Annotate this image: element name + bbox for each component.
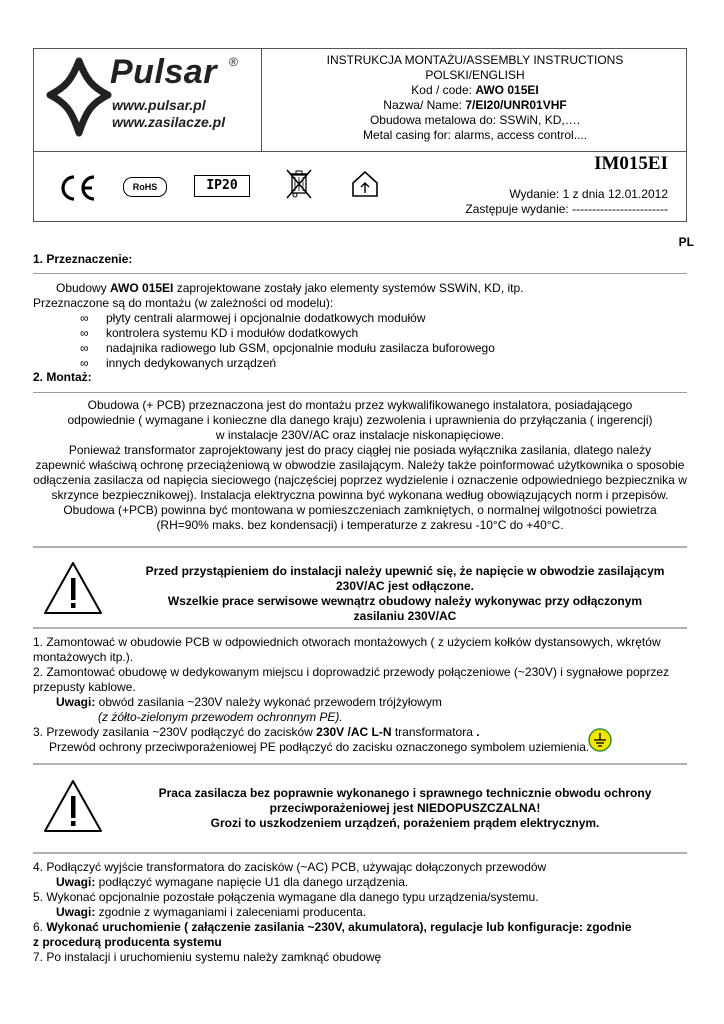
section-2-line: skrzynce bezpiecznikowej). Instalacja elektryczna powinna być wykonana według obowiązujących norm i przepisów. (51, 488, 669, 502)
list-item: ∞ nadajnika radiowego lub GSM, opcjonalnie modułu zasilacza buforowego (80, 341, 495, 355)
section-1-intro: Obudowy AWO 015EI zaprojektowane zostały jako elementy systemów SSWiN, KD, itp. (56, 281, 524, 295)
warning-1-line: Wszelkie prace serwisowe wewnątrz obudowy należy wykonywac przy odłączonym (167, 594, 643, 608)
section-1-rule (33, 273, 687, 274)
section-2-line: zapewnić właściwą ochronę przeciążeniową w obwodzie zasilającym. Należy także poinformować użytkownika o sposobie (35, 458, 685, 472)
section-2-line: Ponieważ transformator zaprojektowany jest do pracy ciągłej nie posiada wyłącznika zasilania, dlatego należy (68, 443, 652, 457)
rohs-badge: RoHS (123, 177, 167, 197)
doc-desc-pl: Obudowa metalowa do: SSWiN, KD,…. (369, 113, 581, 127)
header-box (33, 48, 687, 222)
list-item: ∞ płyty centrali alarmowej i opcjonalnie dodatkowych modułów (80, 311, 426, 325)
warning-2-line: Grozi to uszkodzeniem urządzeń, porażeniem prądem elektrycznym. (210, 816, 600, 830)
logo-registered-mark: ® (229, 55, 238, 69)
warning-2-bottom-rule (33, 852, 687, 854)
step-3-line-b: Przewód ochrony przeciwporażeniowej PE podłączyć do zacisku oznaczonego symbolem uziemienia. (49, 740, 590, 754)
doc-desc-en: Metal casing for: alarms, access control.... (362, 128, 588, 142)
section-2-line: w instalacje 230V/AC oraz instalacje niskonapięciowe. (215, 428, 505, 442)
section-2-line: (RH=90% maks. bez kondensacji) i temperaturze z zakresu -10°C do +40°C. (156, 518, 564, 532)
step-7: 7. Po instalacji i uruchomieniu systemu należy zamknąć obudowę (33, 950, 382, 964)
section-2-line: Obudowa (+ PCB) przeznaczona jest do montażu przez wykwalifikowanego instalatora, posiadającego (87, 398, 633, 412)
section-2-rule (33, 392, 687, 393)
note-1-italic: (z żółto-zielonym przewodem ochronnym PE). (98, 710, 343, 724)
warning-1-line: zasilaniu 230V/AC (353, 609, 457, 623)
ce-mark-icon (58, 174, 98, 202)
logo-url-zasilacze: www.zasilacze.pl (112, 114, 226, 130)
list-item: ∞ kontrolera systemu KD i modułów dodatkowych (80, 326, 359, 340)
section-2-title: 2. Montaż: (33, 370, 92, 384)
section-2-line: odłączenia zasilacza od napięcia sieciowego (najczęściej poprzez wydzielenie i oznaczenie odpowiedniego bezpiecznika w (33, 473, 687, 487)
step-4: 4. Podłączyć wyjście transformatora do zacisków (~AC) PCB, używając dołączonych przewodów (33, 860, 547, 874)
note-2: Uwagi: podłączyć wymagane napięcie U1 dla danego urządzenia. (56, 875, 409, 889)
note-3: Uwagi: zgodnie z wymaganiami i zaleceniami producenta. (56, 905, 367, 919)
step-1-line-a: 1. Zamontować w obudowie PCB w odpowiednich otworach montażowych ( z użyciem kołków dystansowych, wkrętów (33, 635, 661, 649)
doc-id: IM015EI (594, 153, 668, 174)
warning-triangle-icon (42, 778, 104, 834)
header-divider-horizontal (34, 151, 686, 152)
language-tag: PL (678, 235, 694, 249)
section-2-line: odpowiednie ( wymagane i konieczne dla danego kraju) zezwolenia i uprawnienia do przyłączania ( ingerencji) (67, 413, 653, 427)
indoor-use-icon (350, 169, 380, 199)
doc-name: Nazwa/ Name: 7/EI20/UNR01VHF (383, 98, 567, 112)
warning-1-top-rule (33, 546, 687, 548)
issue-date: Wydanie: 1 z dnia 12.01.2012 (509, 187, 668, 201)
ground-symbol-icon (588, 728, 612, 752)
pulsar-logo-icon (46, 57, 112, 137)
warning-2-line: przeciwporażeniowej jest NIEDOPUSZCZALNA! (269, 801, 541, 815)
warning-1-line: Przed przystąpieniem do instalacji należy upewnić się, że napięcie w obwodzie zasilającym (145, 564, 665, 578)
warning-2-line: Praca zasilacza bez poprawnie wykonanego i sprawnego technicznie obwodu ochrony (158, 786, 652, 800)
doc-code: Kod / code: AWO 015EI (411, 83, 539, 97)
section-2-line: Obudowa (+PCB) powinna być montowana w pomieszczeniach zamkniętych, o normalnej wilgotności powietrza (63, 503, 657, 517)
step-3-line-a: 3. Przewody zasilania ~230V podłączyć do zacisków 230V /AC L-N transformatora . (33, 725, 480, 739)
list-item: ∞ innych dedykowanych urządzeń (80, 356, 277, 370)
warning-2-top-rule (33, 763, 687, 765)
step-2-line-a: 2. Zamontować obudowę w dedykowanym miejscu i doprowadzić przewody połączeniowe (~230V) i sygnałowe poprzez (33, 665, 669, 679)
weee-bin-icon (284, 167, 314, 201)
section-1-mounting: Przeznaczone są do montażu (w zależności od modelu): (33, 296, 334, 310)
doc-title: INSTRUKCJA MONTAŻU/ASSEMBLY INSTRUCTIONS (326, 53, 624, 67)
warning-1-bottom-rule (33, 627, 687, 629)
step-6-line-a: 6. Wykonać uruchomienie ( załączenie zasilania ~230V, akumulatora), regulacje lub konfiguracje: zgodnie (33, 920, 632, 934)
section-1-title: 1. Przeznaczenie: (33, 252, 133, 266)
doc-languages: POLSKI/ENGLISH (425, 68, 525, 82)
warning-1-line: 230V/AC jest odłączone. (335, 579, 475, 593)
step-1-line-b: montażowych itp.). (33, 650, 134, 664)
step-6-line-b: z procedurą producenta systemu (33, 935, 222, 949)
warning-triangle-icon (42, 560, 104, 616)
logo-wordmark: Pulsar (110, 53, 217, 91)
ip20-badge: IP20 (194, 175, 250, 197)
step-2-line-b: przepusty kablowe. (33, 680, 136, 694)
note-1: Uwagi: obwód zasilania ~230V należy wykonać przewodem trójżyłowym (56, 695, 442, 709)
logo-url-pulsar: www.pulsar.pl (112, 97, 206, 113)
step-5: 5. Wykonać opcjonalnie pozostałe połączenia wymagane dla danego typu urządzenia/systemu. (33, 890, 539, 904)
replaces-issue: Zastępuje wydanie: ------------------------ (465, 202, 668, 216)
